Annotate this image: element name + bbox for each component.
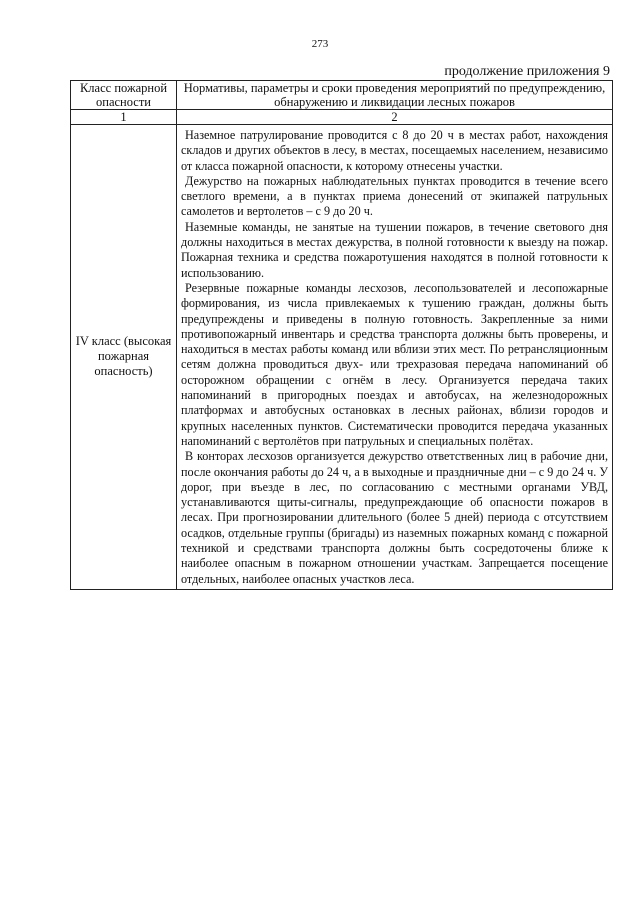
paragraph-ground-teams: Наземные команды, не занятые на тушении пожаров, в течение светового дня должны находиться в местах дежурства, в полной готовности к выезду на пожар. Пожарная техника и средства пожаротушения находятся в полной готовности к использованию. [181, 219, 608, 280]
header-norms: Нормативы, параметры и сроки проведения мероприятий по предупреждению, обнаружению и ликвидации лесных пожаров [177, 81, 613, 110]
page-number: 273 [311, 38, 329, 50]
paragraph-observation-posts: Дежурство на пожарных наблюдательных пунктах проводится в течение всего светлого времени, а в пунктах приема донесений от экипажей патрульных самолетов и вертолетов – с 9 до 20 ч. [181, 173, 608, 219]
paragraph-ground-patrol: Наземное патрулирование проводится с 8 до 20 ч в местах работ, нахождения складов и других объектов в лесу, в местах, посещаемых населением, независимо от класса пожарной опасности, к которому отнесены участки. [181, 128, 608, 173]
measures-cell [177, 125, 613, 590]
column-number-1: 1 [71, 110, 177, 125]
fire-class-cell: IV класс (высокая пожарная опасность) [71, 125, 177, 590]
table-row [71, 125, 613, 590]
column-number-row [71, 110, 613, 125]
table-header-row [71, 81, 613, 110]
column-number-2: 2 [177, 110, 613, 125]
paragraph-reserve-teams: Резервные пожарные команды лесхозов, лесопользователей и лесопожарные формирования, из числа привлекаемых к тушению граждан, должны быть предупреждены и приведены в полную готовность. Закрепленные за ними противопожарный инвентарь и средства транспорта должны быть проверены, и находиться в местах работы команд или вблизи этих мест. По ретрансляционным сетям должна проводиться двух- или трехразовая передача напоминаний об осторожном обращении с огнём в лесу. Организуется передача таких напоминаний в пригородных поездах и автобусах, на железнодорожных платформах и автобусных остановках в лесных районах, вблизи городов и крупных населенных пунктов. Систематически проводится передача указанных напоминаний с вертолётов при патрульных и специальных полётах. [181, 280, 608, 448]
appendix-continuation-label: продолжение приложения 9 [444, 64, 610, 79]
paragraph-duty-offices: В конторах лесхозов организуется дежурство ответственных лиц в рабочие дни, после окончания работы до 24 ч, а в выходные и праздничные дни – с 9 до 24 ч. У дорог, при въезде в лес, по согласованию с местными органами УВД, устанавливаются щиты-сигналы, предупреждающие об опасности пожаров в лесах. При прогнозировании длительного (более 5 дней) периода с отсутствием осадков, отдельные группы (бригады) из наземных пожарных команд с пожарной техникой и средствами транспорта должны быть сосредоточены ближе к наиболее опасным в пожарном отношении участкам. Запрещается посещение отдельных, наиболее опасных участков леса. [181, 449, 608, 586]
header-fire-class: Класс пожарной опасности [71, 81, 177, 110]
fire-danger-table [70, 80, 613, 590]
